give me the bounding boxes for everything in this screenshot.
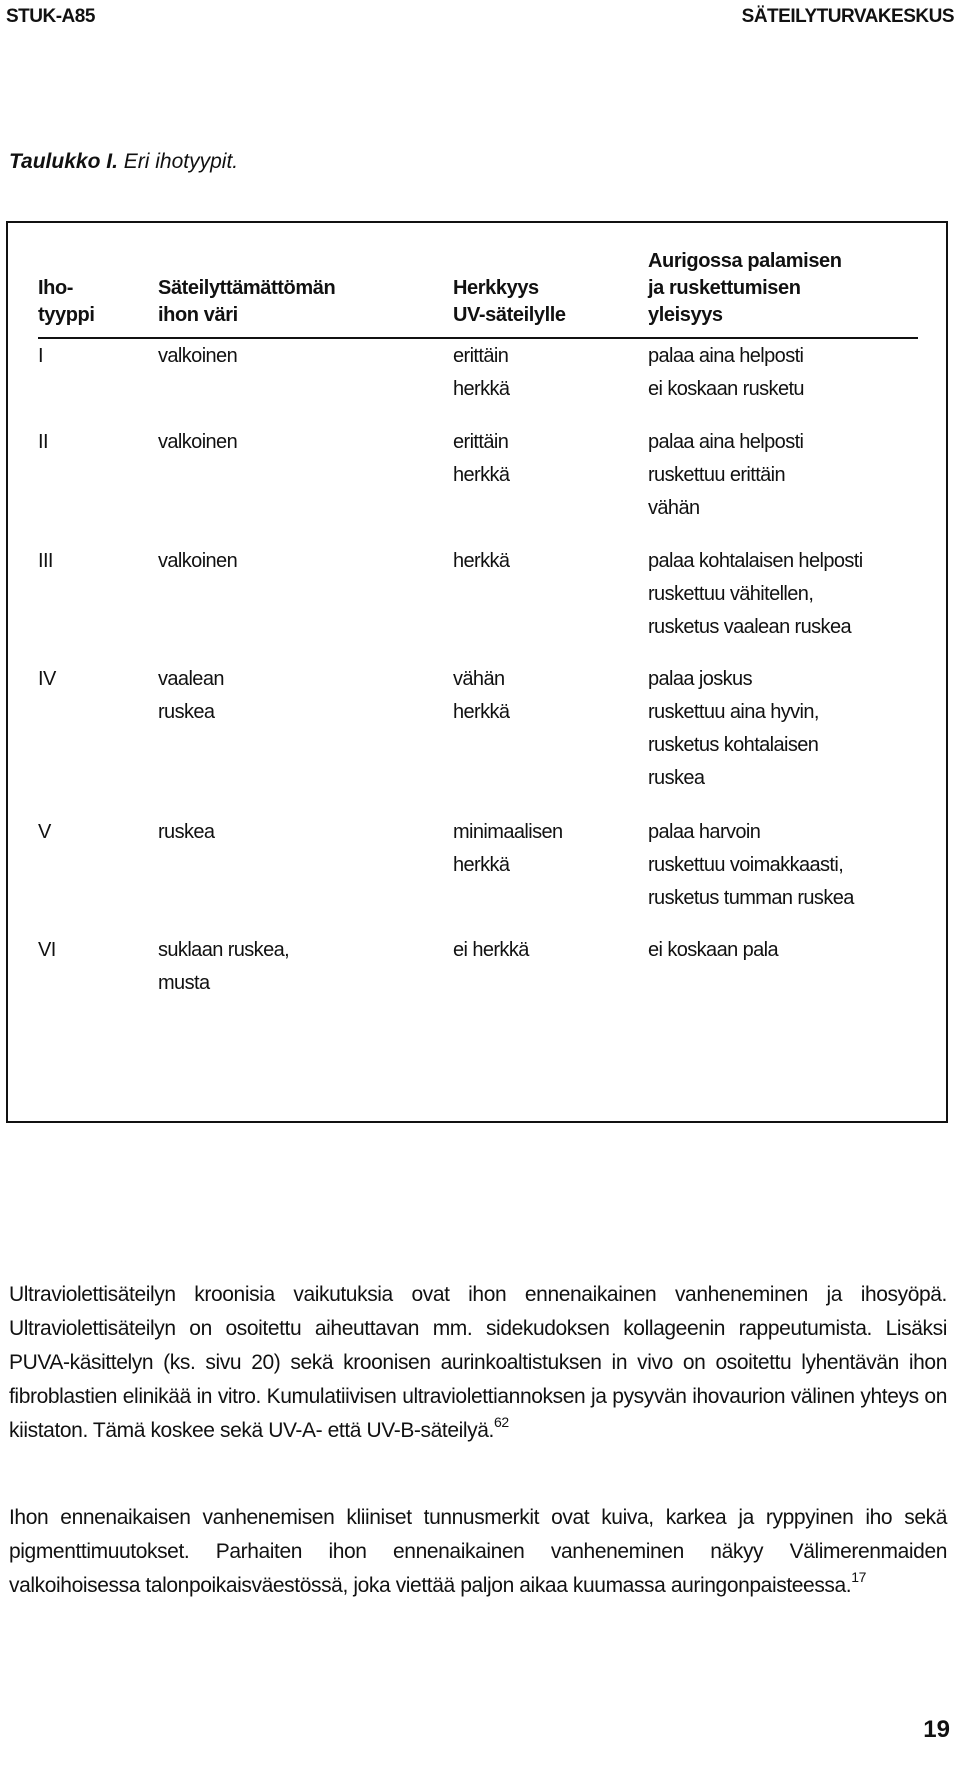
header-skin-type-text: Iho- tyyppi bbox=[38, 277, 95, 326]
row-4-color: vaalean ruskea bbox=[158, 668, 224, 723]
row-1-frequency: palaa aina helposti ei koskaan rusketu bbox=[648, 345, 804, 400]
running-header-left: STUK-A85 bbox=[6, 6, 95, 27]
header-skin-color bbox=[158, 248, 335, 329]
row-3-sensitivity: herkkä bbox=[453, 550, 510, 572]
row-3-color: valkoinen bbox=[158, 550, 238, 572]
row-5-type: V bbox=[38, 821, 51, 843]
row-6-type: VI bbox=[38, 939, 56, 961]
header-skin-color-text: Säteilyttämättömän ihon väri bbox=[158, 277, 336, 326]
row-2-frequency: palaa aina helposti ruskettuu erittäin vähän bbox=[648, 431, 804, 519]
row-1-type: I bbox=[38, 345, 43, 367]
page-number: 19 bbox=[923, 1716, 950, 1743]
running-header-right: SÄTEILYTURVAKESKUS bbox=[741, 6, 954, 27]
paragraph-chronic-effects bbox=[9, 1278, 947, 1448]
row-4-sensitivity: vähän herkkä bbox=[453, 668, 510, 723]
header-divider bbox=[38, 337, 918, 339]
paragraph-1-text: Ultraviolettisäteilyn kroonisia vaikutuksia ovat ihon ennenaikainen vanheneminen ja ihosyöpä. Ultraviolettisäteilyn on osoitettu aiheuttavan mm. sidekudoksen kollageenin rappeutumista. Lisäksi PUVA-käsittelyn (ks. sivu 20) sekä kroonisen aurinkoaltistuksen in vivo on osoitettu lyhentävän ihon fibroblastien elinikää in vitro. Kumulatiivisen ultraviolettiannoksen ja pysyvän ihovaurion välinen yhteys on kiistaton. Tämä koskee sekä UV-A- että UV-B-säteilyä. bbox=[9, 1283, 947, 1442]
paragraph-2-text: Ihon ennenaikaisen vanhenemisen kliiniset tunnusmerkit ovat kuiva, karkea ja ryppyinen iho sekä pigmenttimuutokset. Parhaiten ihon ennenaikainen vanheneminen näkyy Välimerenmaiden valkoihoisessa talonpoikaisväestössä, joka viettää paljon aikaa kuumassa auringonpaisteessa. bbox=[9, 1506, 947, 1597]
header-burning-tanning: Aurigossa palamisen ja ruskettumisen yleisyys bbox=[648, 250, 842, 326]
row-3-type: III bbox=[38, 550, 53, 572]
header-skin-type bbox=[38, 248, 95, 329]
row-6-sensitivity: ei herkkä bbox=[453, 939, 529, 961]
row-3-frequency: palaa kohtalaisen helposti ruskettuu vähitellen, rusketus vaalean ruskea bbox=[648, 550, 863, 638]
row-5-color: ruskea bbox=[158, 821, 215, 843]
row-2-sensitivity: erittäin herkkä bbox=[453, 431, 510, 486]
paragraph-premature-aging bbox=[9, 1501, 947, 1603]
row-4-type: IV bbox=[38, 668, 56, 690]
reference-17: 17 bbox=[851, 1569, 867, 1585]
skin-type-table bbox=[6, 221, 948, 1123]
caption-label: Taulukko I. bbox=[9, 150, 118, 173]
row-5-sensitivity: minimaalisen herkkä bbox=[453, 821, 563, 876]
header-uv-sensitivity bbox=[453, 248, 566, 329]
row-6-color: suklaan ruskea, musta bbox=[158, 939, 290, 994]
caption-text: Eri ihotyypit. bbox=[117, 150, 239, 173]
header-uv-sensitivity-text: Herkkyys UV-säteilylle bbox=[453, 277, 566, 326]
row-2-type: II bbox=[38, 431, 48, 453]
row-5-frequency: palaa harvoin ruskettuu voimakkaasti, rusketus tumman ruskea bbox=[648, 821, 854, 909]
row-1-sensitivity: erittäin herkkä bbox=[453, 345, 510, 400]
row-4-frequency: palaa joskus ruskettuu aina hyvin, rusketus kohtalaisen ruskea bbox=[648, 668, 819, 789]
reference-62: 62 bbox=[493, 1414, 509, 1430]
row-1-color: valkoinen bbox=[158, 345, 238, 367]
table-caption bbox=[9, 150, 238, 174]
row-6-frequency: ei koskaan pala bbox=[648, 939, 778, 961]
row-2-color: valkoinen bbox=[158, 431, 238, 453]
